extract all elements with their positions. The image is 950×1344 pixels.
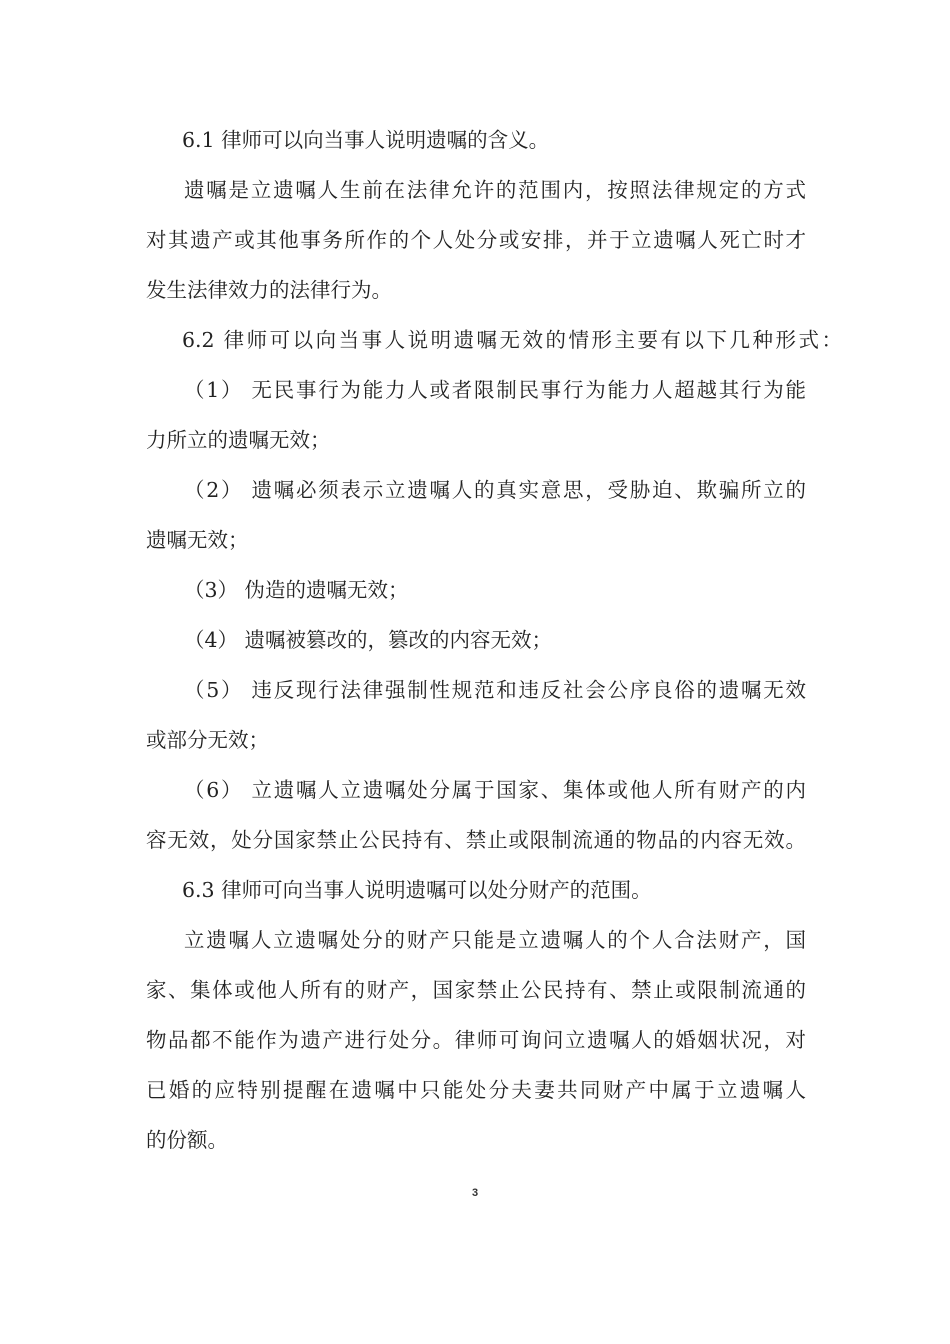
list-item-6-line: （6） 立遗嘱人立遗嘱处分属于国家、集体或他人所有财产的内	[184, 778, 806, 802]
section-6-3-heading: 6.3 律师可向当事人说明遗嘱可以处分财产的范围。	[182, 878, 652, 902]
paragraph-line: 的份额。	[146, 1128, 228, 1152]
paragraph-line: 发生法律效力的法律行为。	[146, 278, 392, 302]
paragraph-line: 对其遗产或其他事务所作的个人处分或安排，并于立遗嘱人死亡时才	[146, 228, 806, 252]
paragraph-line: 家、集体或他人所有的财产，国家禁止公民持有、禁止或限制流通的	[146, 978, 806, 1002]
page-number: 3	[471, 1187, 479, 1199]
paragraph-line: 已婚的应特别提醒在遗嘱中只能处分夫妻共同财产中属于立遗嘱人	[146, 1078, 806, 1102]
section-6-2-heading: 6.2 律师可以向当事人说明遗嘱无效的情形主要有以下几种形式：	[182, 328, 842, 352]
paragraph-line: 物品都不能作为遗产进行处分。律师可询问立遗嘱人的婚姻状况，对	[146, 1028, 806, 1052]
paragraph-line: 遗嘱是立遗嘱人生前在法律允许的范围内，按照法律规定的方式	[184, 178, 806, 202]
list-item-2-line: 遗嘱无效；	[146, 528, 249, 552]
list-item-6-line: 容无效，处分国家禁止公民持有、禁止或限制流通的物品的内容无效。	[146, 828, 806, 852]
list-item-2-line: （2） 遗嘱必须表示立遗嘱人的真实意思，受胁迫、欺骗所立的	[184, 478, 806, 502]
section-6-1-heading: 6.1 律师可以向当事人说明遗嘱的含义。	[182, 128, 550, 152]
list-item-4-line: （4） 遗嘱被篡改的，篡改的内容无效；	[184, 628, 553, 652]
list-item-5-line: （5） 违反现行法律强制性规范和违反社会公序良俗的遗嘱无效	[184, 678, 806, 702]
list-item-1-line: 力所立的遗嘱无效；	[146, 428, 331, 452]
list-item-1-line: （1） 无民事行为能力人或者限制民事行为能力人超越其行为能	[184, 378, 806, 402]
list-item-3-line: （3） 伪造的遗嘱无效；	[184, 578, 409, 602]
list-item-5-line: 或部分无效；	[146, 728, 269, 752]
paragraph-line: 立遗嘱人立遗嘱处分的财产只能是立遗嘱人的个人合法财产，国	[184, 928, 806, 952]
